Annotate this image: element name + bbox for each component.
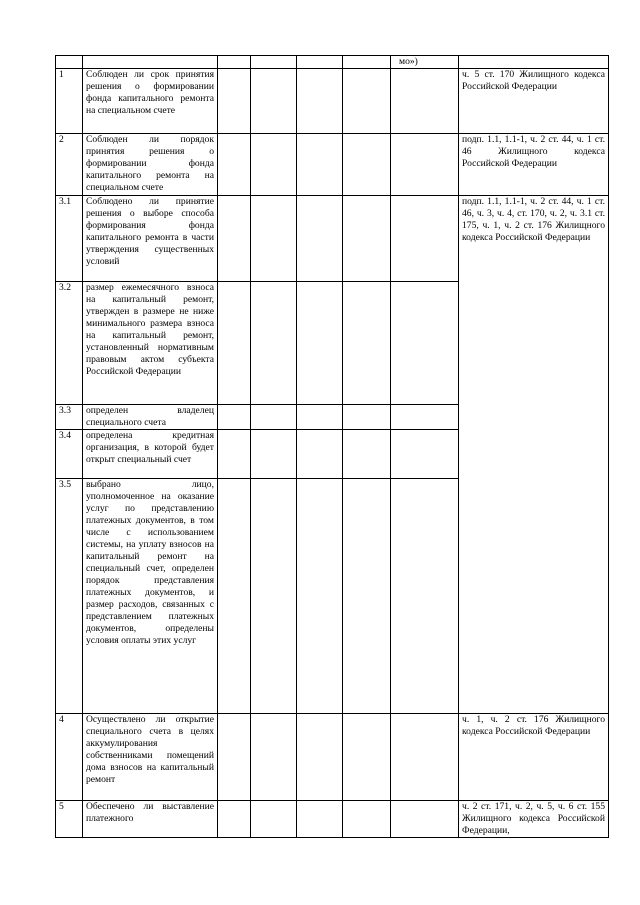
row-question: Соблюдено ли принятие решения о выборе способа формирования фонда капитального ремонта в части утверждения существенных условий (83, 196, 218, 282)
row-question: Обеспечено ли выставление платежного (83, 801, 218, 838)
table-row (56, 134, 609, 196)
empty-cell (391, 282, 459, 405)
empty-cell (391, 405, 459, 430)
empty-cell (251, 134, 297, 196)
empty-cell (297, 282, 343, 405)
row-question: определена кредитная организация, в которой будет открыт специальный счет (83, 430, 218, 479)
row-question: Соблюден ли срок принятия решения о формировании фонда капитального ремонта на специальном счете (83, 69, 218, 134)
empty-cell (297, 196, 343, 282)
header-cell (218, 56, 251, 69)
empty-cell (297, 479, 343, 714)
empty-cell (251, 479, 297, 714)
empty-cell (343, 405, 391, 430)
header-cell (56, 56, 83, 69)
row-number: 3.4 (56, 430, 83, 479)
empty-cell (251, 69, 297, 134)
checklist-table (55, 55, 609, 838)
row-number: 2 (56, 134, 83, 196)
empty-cell (391, 69, 459, 134)
empty-cell (297, 134, 343, 196)
empty-cell (343, 801, 391, 838)
row-question: Осуществлено ли открытие специального счета в целях аккумулирования собственниками помещений дома взносов на капитальный ремонт (83, 714, 218, 801)
empty-cell (391, 801, 459, 838)
empty-cell (343, 479, 391, 714)
empty-cell (391, 479, 459, 714)
row-question: размер ежемесячного взноса на капитальный ремонт, утвержден в размере не ниже минимального размера взноса на капитальный ремонт, установленный нормативным правовым актом субъекта Российской Федерации (83, 282, 218, 405)
empty-cell (297, 69, 343, 134)
empty-cell (218, 801, 251, 838)
empty-cell (218, 196, 251, 282)
header-fragment: мо») (391, 56, 459, 69)
empty-cell (218, 69, 251, 134)
empty-cell (218, 479, 251, 714)
row-legal-basis: подп. 1.1, 1.1-1, ч. 2 ст. 44, ч. 1 ст. 46, ч. 3, ч. 4, ст. 170, ч. 2, ч. 3.1 ст. 175, ч. 1, ч. 2 ст. 176 Жилищного кодекса Российской Федерации (459, 196, 609, 714)
table-header-row (56, 56, 609, 69)
empty-cell (343, 430, 391, 479)
empty-cell (343, 69, 391, 134)
empty-cell (218, 282, 251, 405)
empty-cell (251, 196, 297, 282)
empty-cell (251, 801, 297, 838)
row-question: Соблюден ли порядок принятия решения о формировании фонда капитального ремонта на специальном счете (83, 134, 218, 196)
empty-cell (297, 714, 343, 801)
table-row (56, 801, 609, 838)
empty-cell (343, 134, 391, 196)
row-question: выбрано лицо, уполномоченное на оказание услуг по представлению платежных документов, в том числе с использованием системы, на уплату взносов на капитальный ремонт на специальный счет, определен порядок представления платежных документов, и размер расходов, связанных с представлением платежных документов, определены условия оплаты этих услуг (83, 479, 218, 714)
empty-cell (391, 430, 459, 479)
empty-cell (297, 801, 343, 838)
empty-cell (297, 430, 343, 479)
row-number: 3.5 (56, 479, 83, 714)
header-cell (251, 56, 297, 69)
row-number: 3.3 (56, 405, 83, 430)
empty-cell (251, 282, 297, 405)
empty-cell (218, 405, 251, 430)
empty-cell (218, 134, 251, 196)
row-question: определен владелец специального счета (83, 405, 218, 430)
row-number: 5 (56, 801, 83, 838)
header-cell (343, 56, 391, 69)
header-cell (83, 56, 218, 69)
row-legal-basis: ч. 5 ст. 170 Жилищного кодекса Российской Федерации (459, 69, 609, 134)
empty-cell (391, 134, 459, 196)
empty-cell (251, 714, 297, 801)
table-row (56, 714, 609, 801)
empty-cell (297, 405, 343, 430)
table-row (56, 69, 609, 134)
row-number: 3.1 (56, 196, 83, 282)
empty-cell (343, 714, 391, 801)
row-number: 3.2 (56, 282, 83, 405)
header-cell (297, 56, 343, 69)
table-row (56, 196, 609, 282)
row-legal-basis: ч. 1, ч. 2 ст. 176 Жилищного кодекса Российской Федерации (459, 714, 609, 801)
row-number: 4 (56, 714, 83, 801)
row-number: 1 (56, 69, 83, 134)
empty-cell (218, 430, 251, 479)
empty-cell (391, 196, 459, 282)
empty-cell (218, 714, 251, 801)
row-legal-basis: подп. 1.1, 1.1-1, ч. 2 ст. 44, ч. 1 ст. 46 Жилищного кодекса Российской Федерации (459, 134, 609, 196)
header-cell (459, 56, 609, 69)
empty-cell (391, 714, 459, 801)
empty-cell (343, 196, 391, 282)
empty-cell (251, 405, 297, 430)
empty-cell (343, 282, 391, 405)
empty-cell (251, 430, 297, 479)
row-legal-basis: ч. 2 ст. 171, ч. 2, ч. 5, ч. 6 ст. 155 Жилищного кодекса Российской Федерации, (459, 801, 609, 838)
